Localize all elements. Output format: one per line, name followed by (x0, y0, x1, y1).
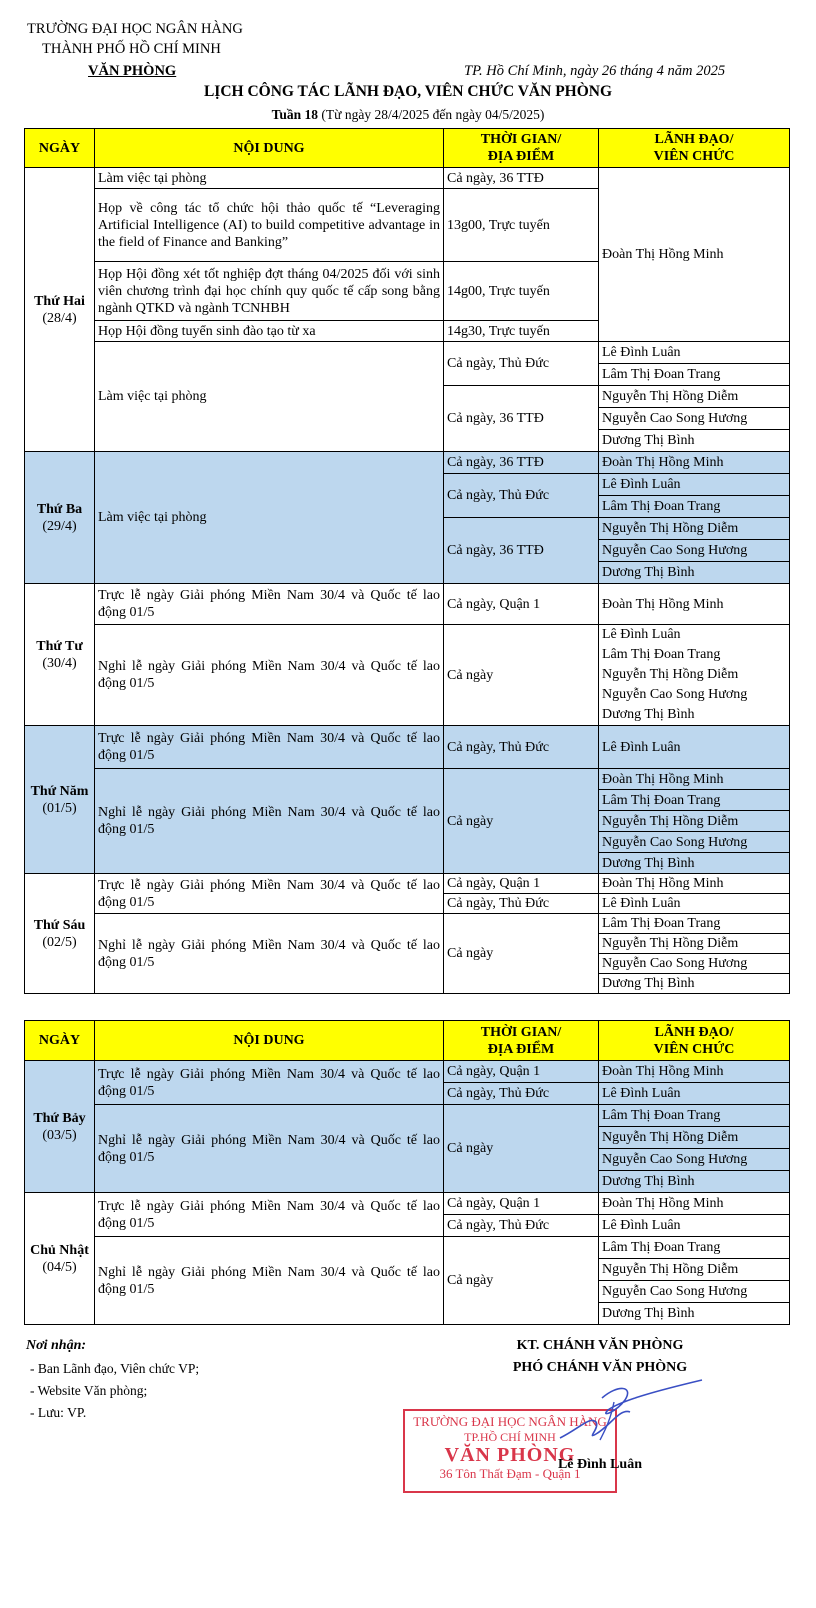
person-cell: Nguyễn Thị Hồng Diễm (599, 811, 790, 832)
person-cell: Nguyễn Thị Hồng Diễm (599, 386, 790, 408)
col-header-person (599, 1021, 790, 1061)
office-name: VĂN PHÒNG (88, 63, 177, 79)
person-cell: Đoàn Thị Hồng Minh (599, 769, 790, 790)
col-header-person-line1: LÃNH ĐẠO/ (654, 132, 734, 147)
person-cell: Lâm Thị Đoan Trang (599, 1237, 790, 1259)
person-cell: Dương Thị Bình (599, 1171, 790, 1193)
col-header-content: NỘI DUNG (95, 1021, 444, 1061)
time-cell: Cả ngày, Thủ Đức (444, 1083, 599, 1105)
person-cell: Lâm Thị Đoan Trang (599, 790, 790, 811)
col-header-time-line2: ĐỊA ĐIỂM (487, 149, 555, 164)
day-date: (29/4) (42, 518, 77, 534)
day-cell (25, 726, 95, 874)
stamp-line1: TRƯỜNG ĐẠI HỌC NGÂN HÀNG (413, 1414, 607, 1429)
person-cell: Lê Đình Luân (599, 894, 790, 914)
person-cell: Đoàn Thị Hồng Minh (599, 452, 790, 474)
week-label: Tuần 18 (271, 107, 319, 122)
person-cell: Lê Đình Luân (599, 726, 790, 769)
person-cell: Nguyễn Thị Hồng Diễm (599, 1127, 790, 1149)
time-cell: Cả ngày, 36 TTĐ (444, 386, 599, 452)
table-row (25, 452, 790, 474)
person-cell: Đoàn Thị Hồng Minh (599, 168, 790, 342)
col-header-time-line1: THỜI GIAN/ (480, 1024, 562, 1040)
time-cell: 14g00, Trực tuyến (444, 262, 599, 321)
day-name: Thứ Tư (36, 638, 83, 654)
col-header-person-line2: VIÊN CHỨC (653, 149, 735, 164)
person-cell: Nguyễn Thị Hồng Diễm (599, 1259, 790, 1281)
org-line2: THÀNH PHỐ HỒ CHÍ MINH (42, 41, 221, 57)
person-cell: Nguyễn Cao Song Hương (599, 540, 790, 562)
person-cell: Nguyễn Cao Song Hương (599, 1281, 790, 1303)
content-cell: Trực lễ ngày Giải phóng Miền Nam 30/4 và Quốc tế lao động 01/5 (95, 1193, 444, 1237)
person-cell: Dương Thị Bình (599, 974, 790, 994)
day-name: Thứ Bảy (33, 1110, 86, 1126)
day-cell (25, 168, 95, 452)
person-name: Lâm Thị Đoan Trang (602, 647, 721, 662)
person-cell: Lê Đình Luân (599, 1083, 790, 1105)
day-date: (28/4) (42, 310, 77, 326)
person-list-cell (599, 625, 790, 726)
table-row (25, 1105, 790, 1127)
table-row (25, 342, 790, 364)
content-cell: Trực lễ ngày Giải phóng Miền Nam 30/4 và Quốc tế lao động 01/5 (95, 874, 444, 914)
schedule-table-1 (24, 128, 790, 994)
day-cell (25, 1193, 95, 1325)
person-cell: Đoàn Thị Hồng Minh (599, 1061, 790, 1083)
time-cell: Cả ngày, Thủ Đức (444, 894, 599, 914)
table-row (25, 769, 790, 790)
time-cell: Cả ngày (444, 769, 599, 874)
person-cell: Nguyễn Cao Song Hương (599, 954, 790, 974)
col-header-day: NGÀY (25, 129, 95, 168)
person-cell: Đoàn Thị Hồng Minh (599, 584, 790, 625)
recipients-title: Nơi nhận: (26, 1338, 87, 1353)
time-cell: Cả ngày (444, 1237, 599, 1325)
stamp-line3: VĂN PHÒNG (444, 1444, 576, 1466)
day-name: Thứ Sáu (33, 917, 86, 933)
person-cell: Dương Thị Bình (599, 853, 790, 874)
person-cell: Lâm Thị Đoan Trang (599, 914, 790, 934)
person-cell: Lê Đình Luân (599, 342, 790, 364)
content-cell: Họp Hội đồng tuyển sinh đào tạo từ xa (95, 321, 444, 342)
time-cell: Cả ngày, Thủ Đức (444, 1215, 599, 1237)
place-date: TP. Hồ Chí Minh, ngày 26 tháng 4 năm 2025 (464, 63, 726, 79)
signer-name: Lê Đình Luân (557, 1457, 643, 1472)
day-name: Chủ Nhật (30, 1242, 89, 1258)
day-date: (02/5) (42, 934, 77, 950)
person-cell: Nguyễn Thị Hồng Diễm (599, 934, 790, 954)
person-name: Nguyễn Thị Hồng Diễm (602, 667, 739, 682)
content-cell: Làm việc tại phòng (95, 168, 444, 189)
table-header-row (25, 129, 790, 168)
content-cell: Họp về công tác tổ chức hội thảo quốc tế “Leveraging Artificial Intelligence (AI) to build competitive advantage in the field of Finance and Banking” (95, 189, 444, 262)
col-header-content: NỘI DUNG (95, 129, 444, 168)
content-cell: Họp Hội đồng xét tốt nghiệp đợt tháng 04/2025 đối với sinh viên chương trình đại học chính quy quốc tế cấp song bằng ngành QTKD và ngành TCNHBH (95, 262, 444, 321)
person-cell: Dương Thị Bình (599, 430, 790, 452)
day-name: Thứ Hai (34, 293, 85, 309)
day-cell (25, 1061, 95, 1193)
org-line1: TRƯỜNG ĐẠI HỌC NGÂN HÀNG (27, 21, 243, 37)
schedule-table-2 (24, 1020, 790, 1325)
person-cell: Dương Thị Bình (599, 1303, 790, 1325)
person-name: Nguyễn Cao Song Hương (602, 687, 748, 702)
signature-title-1: KT. CHÁNH VĂN PHÒNG (516, 1338, 684, 1353)
table-row (25, 914, 790, 934)
person-cell: Đoàn Thị Hồng Minh (599, 1193, 790, 1215)
time-cell: Cả ngày, Thủ Đức (444, 474, 599, 518)
day-date: (01/5) (42, 800, 77, 816)
table-row (25, 625, 790, 726)
person-cell: Nguyễn Cao Song Hương (599, 408, 790, 430)
stamp-line2: TP.HỒ CHÍ MINH (464, 1430, 556, 1444)
time-cell: Cả ngày, Thủ Đức (444, 342, 599, 386)
person-cell: Nguyễn Thị Hồng Diễm (599, 518, 790, 540)
day-date: (03/5) (42, 1127, 77, 1143)
content-cell: Trực lễ ngày Giải phóng Miền Nam 30/4 và Quốc tế lao động 01/5 (95, 584, 444, 625)
table-row (25, 168, 790, 189)
person-cell: Lê Đình Luân (599, 474, 790, 496)
content-cell: Làm việc tại phòng (95, 452, 444, 584)
table-row (25, 1193, 790, 1215)
table-row (25, 1237, 790, 1259)
person-cell: Nguyễn Cao Song Hương (599, 1149, 790, 1171)
stamp-line4: 36 Tôn Thất Đạm - Quận 1 (439, 1466, 581, 1481)
time-cell: Cả ngày, 36 TTĐ (444, 518, 599, 584)
time-cell: Cả ngày (444, 914, 599, 994)
recipient-item: - Lưu: VP. (30, 1405, 87, 1420)
col-header-time-line2: ĐỊA ĐIỂM (487, 1041, 555, 1057)
day-date: (04/5) (42, 1259, 77, 1275)
handwritten-signature (530, 1370, 710, 1455)
content-cell: Nghỉ lễ ngày Giải phóng Miền Nam 30/4 và Quốc tế lao động 01/5 (95, 769, 444, 874)
day-date: (30/4) (42, 655, 77, 671)
week-info (0, 106, 816, 124)
col-header-time (444, 129, 599, 168)
time-cell: Cả ngày, Thủ Đức (444, 726, 599, 769)
day-cell (25, 584, 95, 726)
person-name: Lê Đình Luân (602, 627, 681, 642)
col-header-time (444, 1021, 599, 1061)
day-name: Thứ Ba (36, 501, 83, 517)
week-range: (Từ ngày 28/4/2025 đến ngày 04/5/2025) (321, 107, 545, 122)
table-row (25, 726, 790, 769)
time-cell: 14g30, Trực tuyến (444, 321, 599, 342)
content-cell: Nghỉ lễ ngày Giải phóng Miền Nam 30/4 và Quốc tế lao động 01/5 (95, 1237, 444, 1325)
table-row (25, 1061, 790, 1083)
signature-title-2: PHÓ CHÁNH VĂN PHÒNG (512, 1360, 688, 1375)
table-row (25, 584, 790, 625)
content-cell: Làm việc tại phòng (95, 342, 444, 452)
content-cell: Nghỉ lễ ngày Giải phóng Miền Nam 30/4 và Quốc tế lao động 01/5 (95, 1105, 444, 1193)
content-cell: Nghỉ lễ ngày Giải phóng Miền Nam 30/4 và Quốc tế lao động 01/5 (95, 625, 444, 726)
day-name: Thứ Năm (30, 783, 89, 799)
person-cell: Lâm Thị Đoan Trang (599, 496, 790, 518)
col-header-day: NGÀY (25, 1021, 95, 1061)
col-header-person-line1: LÃNH ĐẠO/ (654, 1024, 734, 1040)
time-cell: Cả ngày, Quận 1 (444, 874, 599, 894)
day-cell (25, 452, 95, 584)
person-cell: Nguyễn Cao Song Hương (599, 832, 790, 853)
person-cell: Dương Thị Bình (599, 562, 790, 584)
person-cell: Lâm Thị Đoan Trang (599, 364, 790, 386)
day-cell (25, 874, 95, 994)
person-cell: Lê Đình Luân (599, 1215, 790, 1237)
content-cell: Trực lễ ngày Giải phóng Miền Nam 30/4 và Quốc tế lao động 01/5 (95, 726, 444, 769)
document-title: LỊCH CÔNG TÁC LÃNH ĐẠO, VIÊN CHỨC VĂN PHÒNG (203, 83, 613, 100)
time-cell: Cả ngày, Quận 1 (444, 584, 599, 625)
time-cell: Cả ngày, 36 TTĐ (444, 452, 599, 474)
recipient-item: - Website Văn phòng; (30, 1383, 148, 1398)
person-name: Dương Thị Bình (602, 707, 695, 722)
time-cell: Cả ngày (444, 1105, 599, 1193)
table-row (25, 874, 790, 894)
person-cell: Đoàn Thị Hồng Minh (599, 874, 790, 894)
person-cell: Lâm Thị Đoan Trang (599, 1105, 790, 1127)
time-cell: Cả ngày, 36 TTĐ (444, 168, 599, 189)
time-cell: Cả ngày, Quận 1 (444, 1061, 599, 1083)
col-header-time-line1: THỜI GIAN/ (480, 132, 562, 147)
content-cell: Nghỉ lễ ngày Giải phóng Miền Nam 30/4 và Quốc tế lao động 01/5 (95, 914, 444, 994)
time-cell: Cả ngày, Quận 1 (444, 1193, 599, 1215)
recipient-item: - Ban Lãnh đạo, Viên chức VP; (30, 1361, 200, 1376)
content-cell: Trực lễ ngày Giải phóng Miền Nam 30/4 và Quốc tế lao động 01/5 (95, 1061, 444, 1105)
time-cell: Cả ngày (444, 625, 599, 726)
col-header-person-line2: VIÊN CHỨC (653, 1041, 735, 1057)
table-header-row (25, 1021, 790, 1061)
time-cell: 13g00, Trực tuyến (444, 189, 599, 262)
col-header-person (599, 129, 790, 168)
